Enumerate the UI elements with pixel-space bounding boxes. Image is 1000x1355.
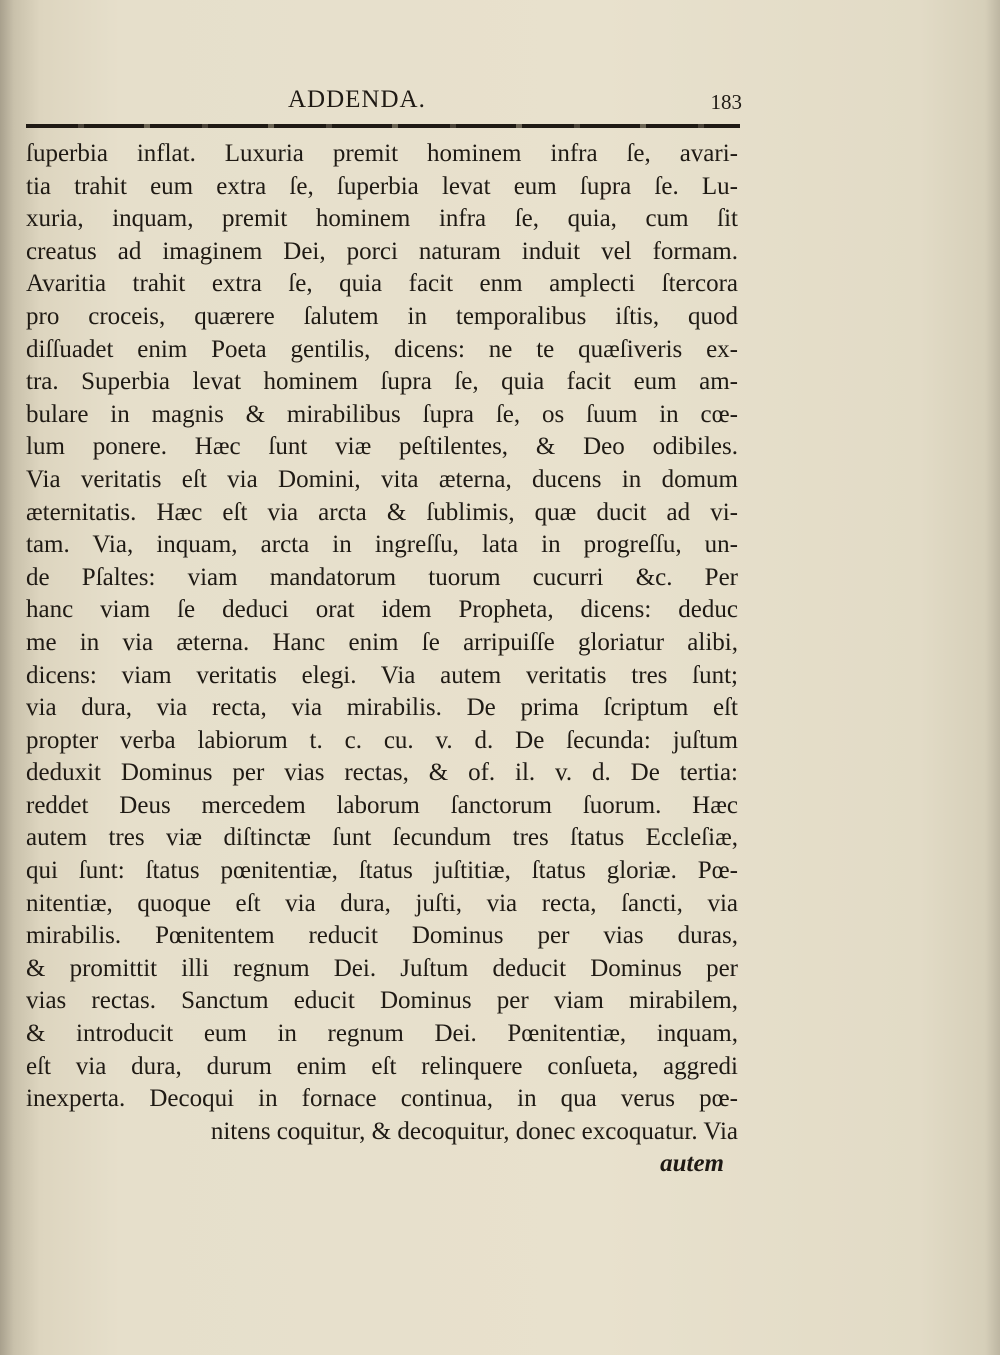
text-line: qui ſunt: ſtatus pœnitentiæ, ſtatus juſtitiæ, ſtatus gloriæ. Pœ- bbox=[26, 857, 738, 885]
text-line: tra. Superbia levat hominem ſupra ſe, quia facit eum am- bbox=[26, 368, 738, 396]
text-line: via dura, via recta, via mirabilis. De prima ſcriptum eſt bbox=[26, 694, 738, 722]
text-line: æternitatis. Hæc eſt via arcta & ſublimis, quæ ducit ad vi- bbox=[26, 498, 738, 526]
text-line: & promittit illi regnum Dei. Juſtum deducit Dominus per bbox=[26, 954, 738, 982]
text-line: Avaritia trahit extra ſe, quia facit enm amplecti ſtercora bbox=[26, 270, 738, 298]
text-line: ſuperbia inflat. Luxuria premit hominem infra ſe, avari- bbox=[26, 140, 738, 167]
text-line: nitens coquitur, & decoquitur, donec excoquatur. Via bbox=[210, 1117, 738, 1145]
text-line: propter verba labiorum t. c. cu. v. d. De ſecunda: juſtum bbox=[26, 726, 738, 754]
text-body bbox=[26, 138, 738, 1181]
text-line: inexperta. Decoqui in fornace continua, in qua verus pœ- bbox=[26, 1085, 738, 1113]
text-line: autem tres viæ diſtinctæ ſunt ſecundum tres ſtatus Eccleſiæ, bbox=[26, 824, 738, 852]
text-line: diſſuadet enim Poeta gentilis, dicens: ne te quæſiveris ex- bbox=[26, 335, 738, 363]
text-line: pro croceis, quærere ſalutem in temporalibus iſtis, quod bbox=[26, 302, 738, 330]
text-line: de Pſaltes: viam mandatorum tuorum cucurri &c. Per bbox=[26, 563, 738, 591]
text-line: tam. Via, inquam, arcta in ingreſſu, lata in progreſſu, un- bbox=[26, 531, 738, 559]
text-line: Via veritatis eſt via Domini, vita æterna, ducens in domum bbox=[26, 465, 738, 493]
text-line: bulare in magnis & mirabilibus ſupra ſe, os ſuum in cœ- bbox=[26, 400, 738, 428]
text-line: dicens: viam veritatis elegi. Via autem veritatis tres ſunt; bbox=[26, 661, 738, 689]
text-line: creatus ad imaginem Dei, porci naturam induit vel formam. bbox=[26, 237, 738, 265]
header-rule bbox=[26, 124, 740, 128]
text-line: tia trahit eum extra ſe, ſuperbia levat eum ſupra ſe. Lu- bbox=[26, 172, 738, 200]
text-line: nitentiæ, quoque eſt via dura, juſti, via recta, ſancti, via bbox=[26, 889, 738, 917]
text-line: hanc viam ſe deduci orat idem Propheta, dicens: deduc bbox=[26, 596, 738, 624]
text-line: lum ponere. Hæc ſunt viæ peſtilentes, & Deo odibiles. bbox=[26, 433, 738, 461]
page-header bbox=[26, 86, 742, 116]
text-line: reddet Deus mercedem laborum ſanctorum ſuorum. Hæc bbox=[26, 791, 738, 819]
text-line: eſt via dura, durum enim eſt relinquere conſueta, aggredi bbox=[26, 1052, 738, 1080]
text-line: vias rectas. Sanctum educit Dominus per viam mirabilem, bbox=[26, 987, 738, 1015]
text-line: me in via æterna. Hanc enim ſe arripuiſſe gloriatur alibi, bbox=[26, 628, 738, 656]
running-head: ADDENDA. bbox=[288, 86, 426, 113]
page-number: 183 bbox=[710, 90, 742, 114]
text-line: deduxit Dominus per vias rectas, & of. il. v. d. De tertia: bbox=[26, 759, 738, 787]
text-line: & introducit eum in regnum Dei. Pœnitentiæ, inquam, bbox=[26, 1020, 738, 1048]
text-line: xuria, inquam, premit hominem infra ſe, quia, cum ſit bbox=[26, 205, 738, 233]
catchword: autem bbox=[660, 1150, 724, 1178]
text-line: mirabilis. Pœnitentem reducit Dominus per vias duras, bbox=[26, 922, 738, 950]
